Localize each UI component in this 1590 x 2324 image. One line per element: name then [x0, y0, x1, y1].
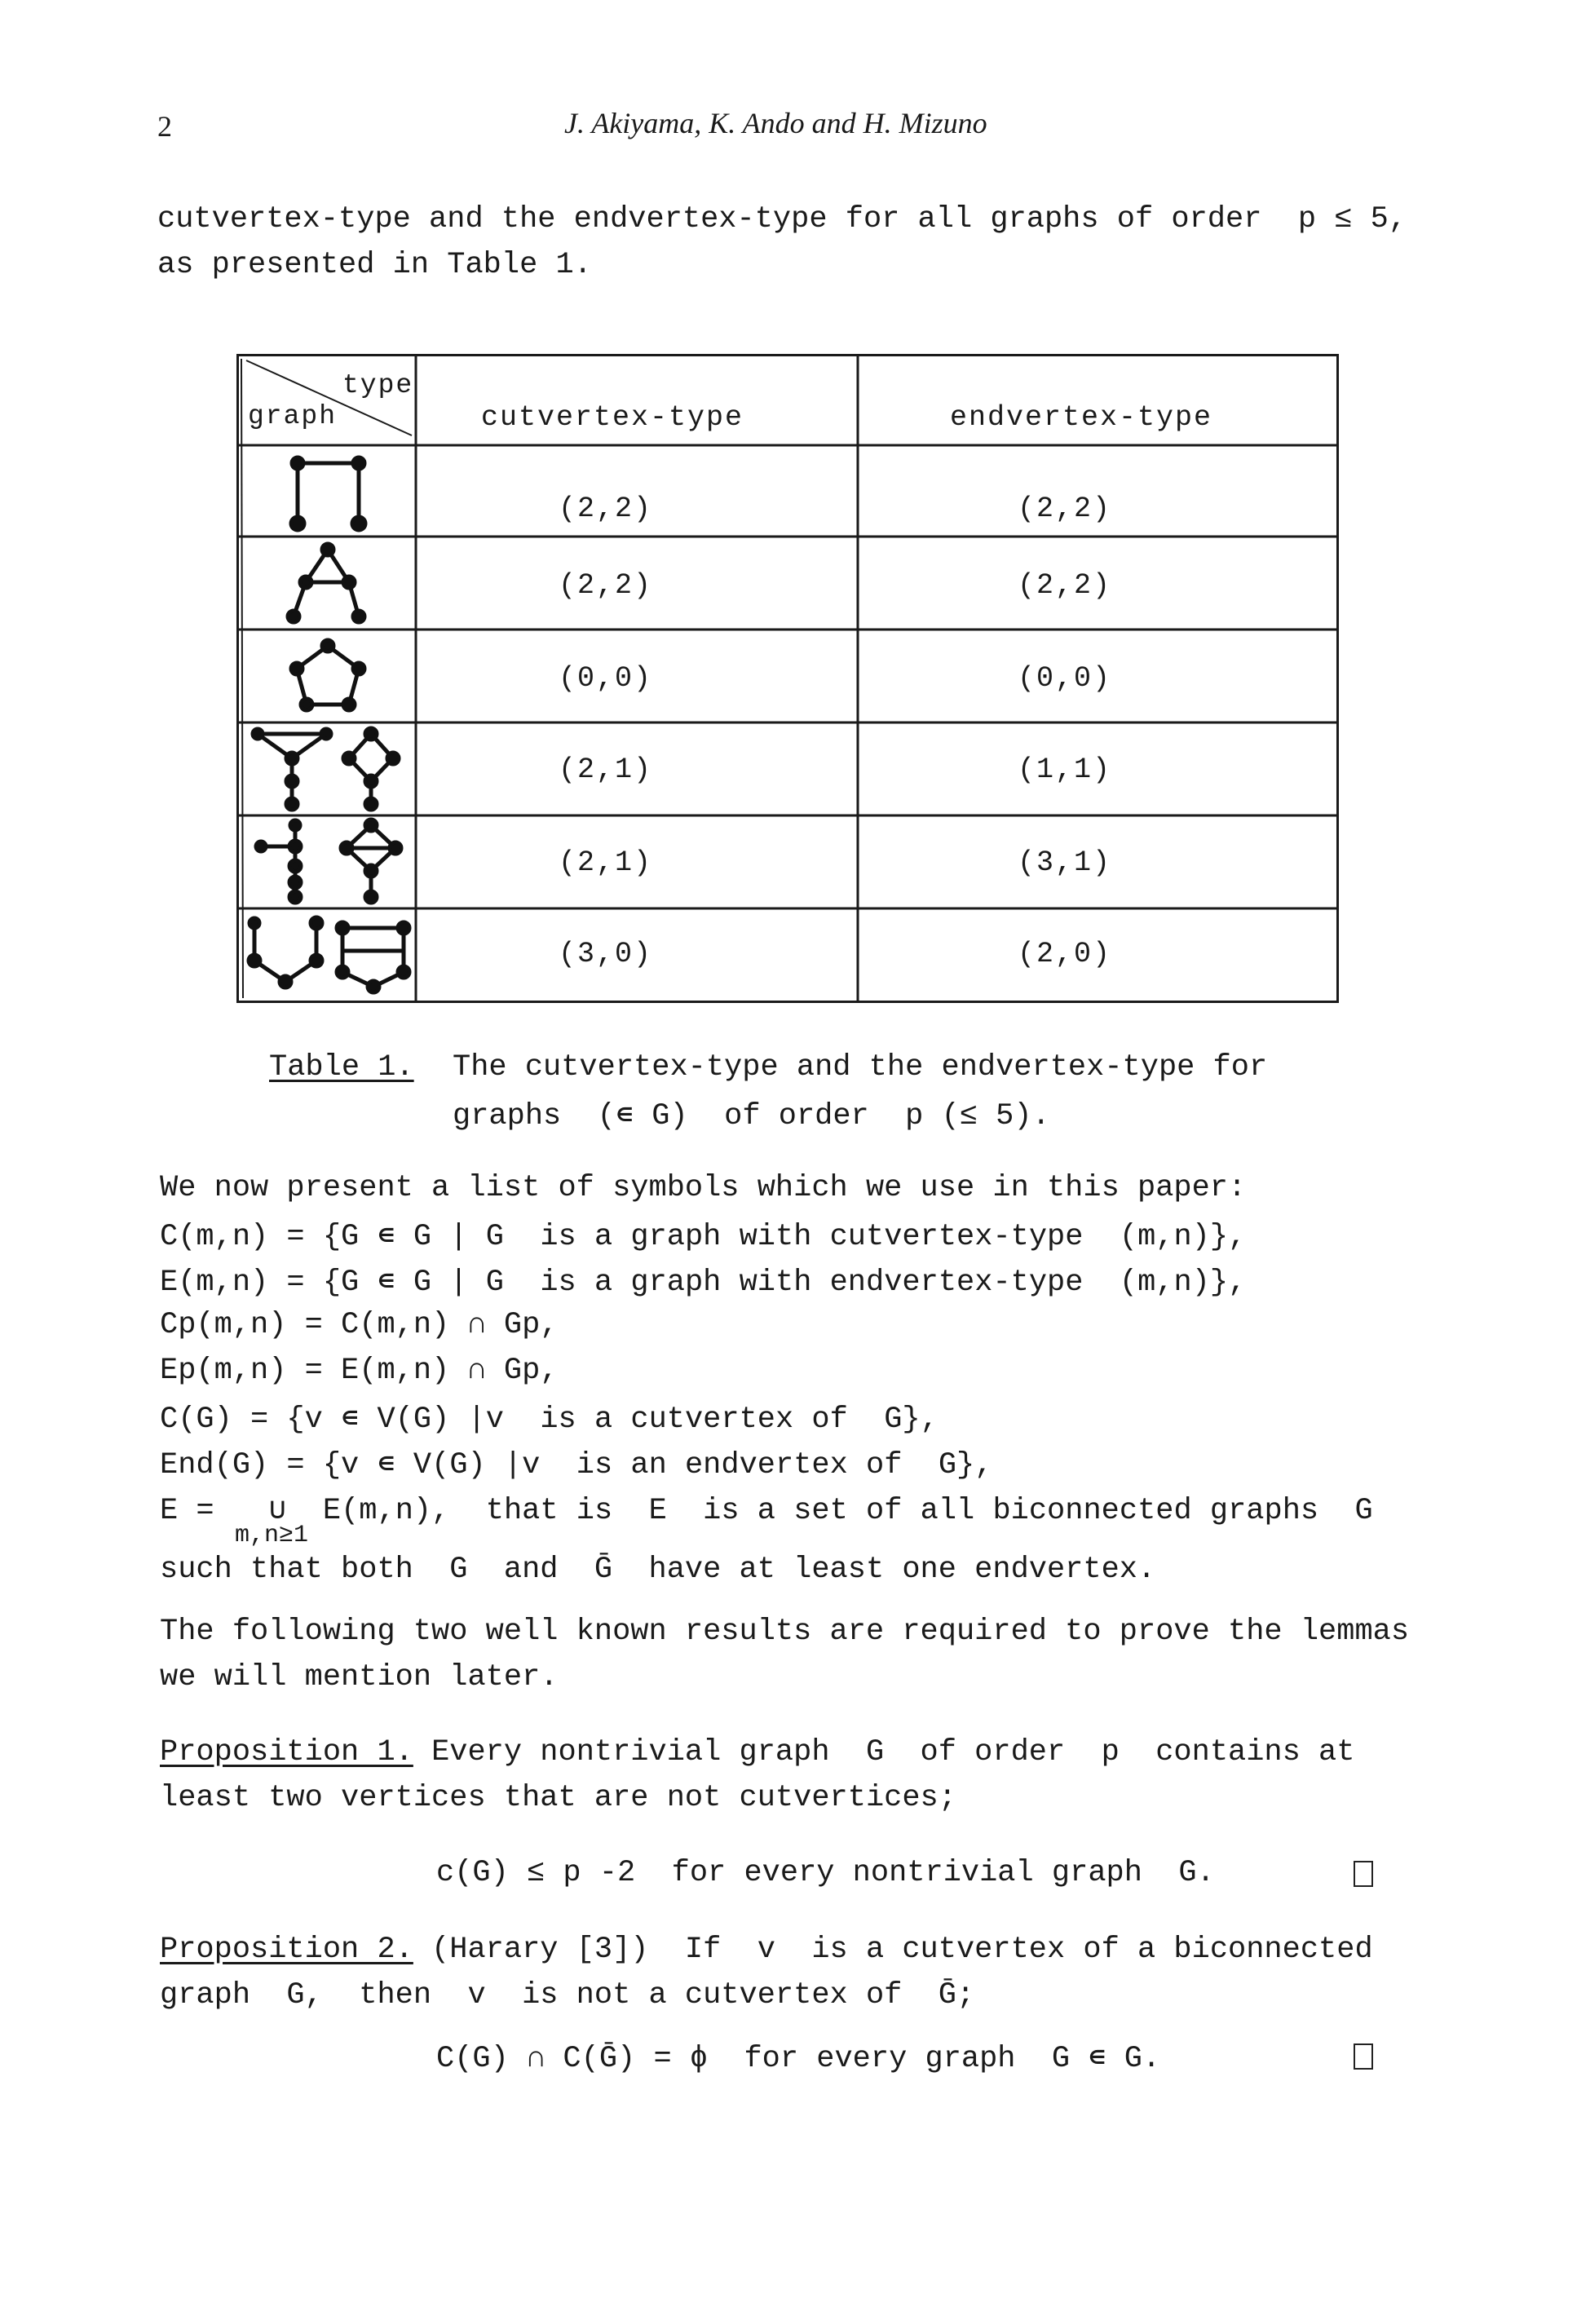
endvertex-cell: (2,2) — [1018, 493, 1112, 525]
def-e-union-cont: such that both G and Ḡ have at least one endvertex. — [160, 1553, 1156, 1587]
endvertex-cell: (2,2) — [1018, 569, 1112, 602]
def-cutvertex-set: C(G) = {v ∊ V(G) |v is a cutvertex of G}, — [160, 1403, 939, 1437]
body-line-1: The following two well known results are required to prove the lemmas — [160, 1615, 1410, 1649]
caption-line-1: The cutvertex-type and the endvertex-type for — [453, 1050, 1268, 1085]
prop1-text: Every nontrivial graph G of order p contains at — [413, 1735, 1355, 1770]
body-line-2: we will mention later. — [160, 1660, 559, 1694]
cutvertex-cell: (2,2) — [559, 569, 653, 602]
caption-label: Table 1. — [269, 1050, 414, 1085]
prop1-formula: c(G) ≤ p -2 for every nontrivial graph G. — [436, 1856, 1215, 1890]
col-header-cutvertex: cutvertex-type — [481, 401, 744, 434]
corner-label-type: type — [342, 370, 414, 400]
tree-and-kite-icon — [253, 728, 399, 810]
def-ep-mn: Ep(m,n) = E(m,n) ∩ Gp, — [160, 1354, 559, 1388]
endvertex-cell: (1,1) — [1018, 753, 1112, 786]
prop2-line-1 — [160, 1933, 1373, 1967]
def-c-mn: C(m,n) = {G ∊ G | G is a graph with cutvertex-type (m,n)}, — [160, 1220, 1247, 1254]
path-p5-and-house-icon — [249, 917, 409, 992]
def-cp-mn: Cp(m,n) = C(m,n) ∩ Gp, — [160, 1308, 559, 1342]
table-grid — [236, 354, 1339, 1003]
def-e-mn: E(m,n) = {G ∊ G | G is a graph with endvertex-type (m,n)}, — [160, 1266, 1247, 1300]
prop1-line-2: least two vertices that are not cutvertices; — [160, 1781, 956, 1815]
prop2-line-2: graph G, then v is not a cutvertex of Ḡ; — [160, 1978, 975, 2013]
qed-symbol — [1354, 2043, 1373, 2074]
running-head: J. Akiyama, K. Ando and H. Mizuno — [564, 107, 987, 139]
caption-line-2: graphs (∊ G) of order p (≤ 5). — [453, 1099, 1050, 1133]
cutvertex-cell: (0,0) — [559, 662, 653, 695]
prop1-label: Proposition 1. — [160, 1735, 413, 1770]
bull-graph-icon — [288, 544, 364, 622]
col-header-endvertex: endvertex-type — [950, 401, 1213, 434]
cutvertex-cell: (3,0) — [559, 938, 653, 970]
endvertex-cell: (3,1) — [1018, 846, 1112, 879]
results-table — [236, 354, 1339, 1003]
def-e-union-subscript: m,n≥1 — [235, 1522, 309, 1549]
intro-line-2: as presented in Table 1. — [157, 248, 592, 282]
def-endvertex-set: End(G) = {v ∊ V(G) |v is an endvertex of G}, — [160, 1448, 993, 1482]
prop2-text: (Harary [3]) If v is a cutvertex of a biconnected — [413, 1933, 1373, 1967]
page-number: 2 — [157, 110, 172, 143]
qed-symbol — [1354, 1861, 1373, 1891]
path-graph-p4-icon — [291, 457, 365, 530]
endvertex-cell: (0,0) — [1018, 662, 1112, 695]
cutvertex-cell: (2,1) — [559, 846, 653, 879]
prop1-line-1 — [160, 1735, 1354, 1770]
def-e-union: E = ∪ E(m,n), that is E is a set of all biconnected graphs G — [160, 1494, 1373, 1528]
symbols-intro: We now present a list of symbols which we use in this paper: — [160, 1171, 1247, 1205]
cycle-c5-icon — [291, 640, 364, 710]
prop2-formula: C(G) ∩ C(Ḡ) = ϕ for every graph G ∊ G. — [436, 2042, 1161, 2076]
prop2-label: Proposition 2. — [160, 1933, 413, 1967]
cutvertex-cell: (2,1) — [559, 753, 653, 786]
spider-and-diamond-icon — [256, 820, 401, 903]
endvertex-cell: (2,0) — [1018, 938, 1112, 970]
intro-line-1: cutvertex-type and the endvertex-type for all graphs of order p ≤ 5, — [157, 202, 1407, 236]
cutvertex-cell: (2,2) — [559, 493, 653, 525]
corner-label-graph: graph — [248, 401, 338, 431]
